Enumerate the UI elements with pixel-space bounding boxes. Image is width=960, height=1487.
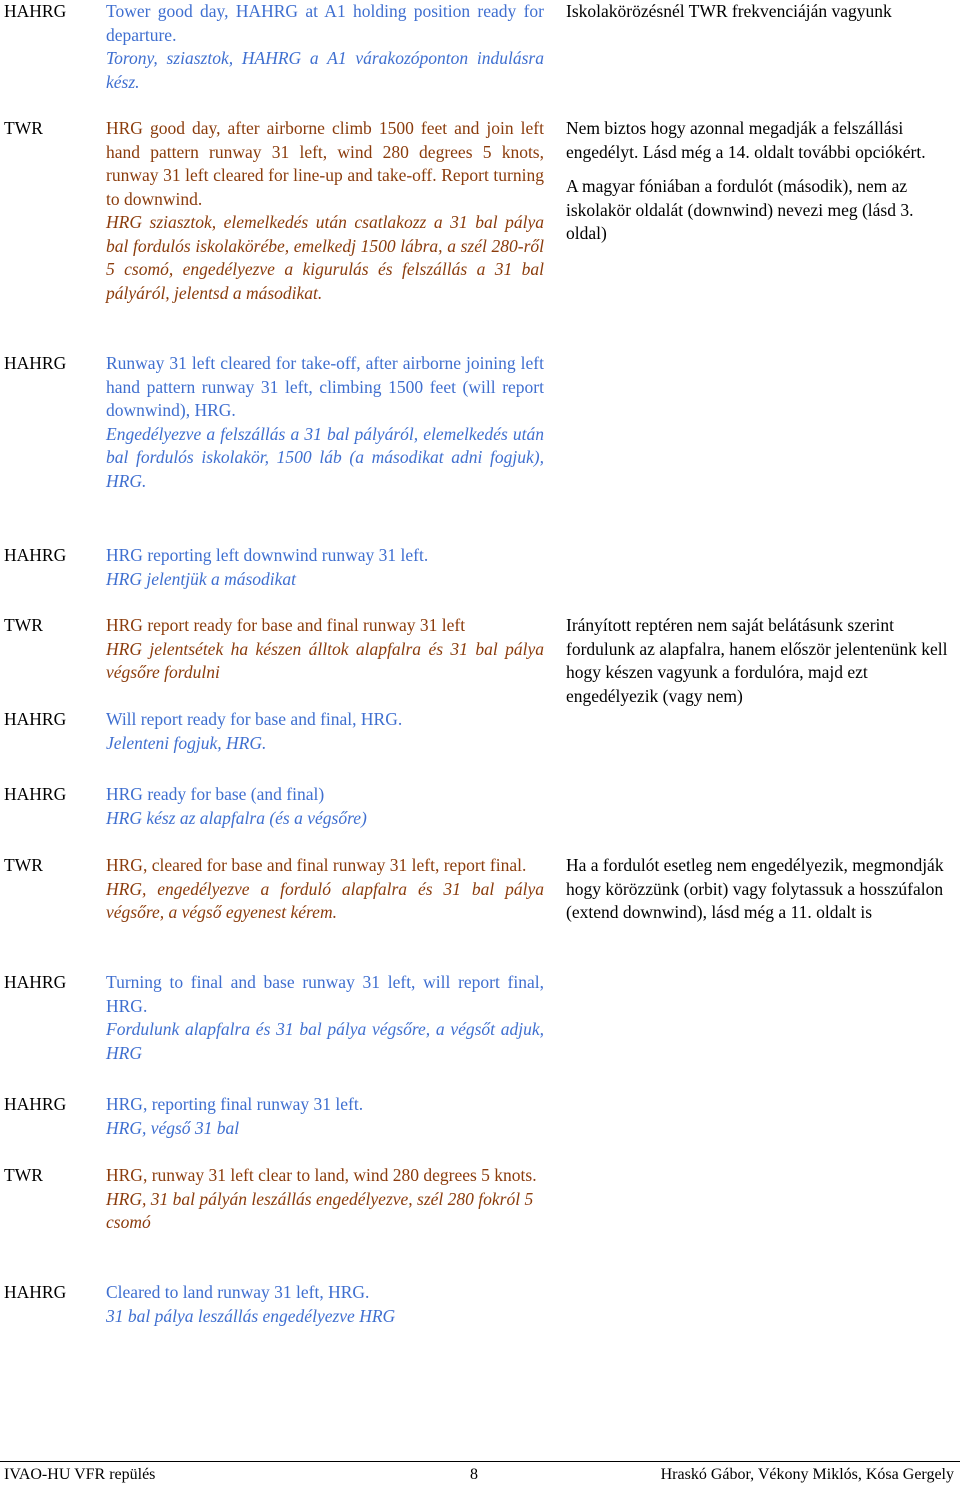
- message: [106, 614, 544, 685]
- message-english: Runway 31 left cleared for take-off, after airborne joining left hand pattern runway 31 left, climbing 1500 feet (will report downwind), HRG.: [106, 353, 544, 420]
- message-english: HRG, reporting final runway 31 left.: [106, 1094, 364, 1114]
- message-english: HRG ready for base (and final): [106, 784, 325, 804]
- message-hungarian: Jelenteni fogjuk, HRG.: [106, 732, 267, 753]
- message-english: HRG, cleared for base and final runway 31 left, report final.: [106, 855, 527, 875]
- message: [106, 1164, 544, 1235]
- message-hungarian: Torony, sziasztok, HAHRG a A1 várakozóponton indulásra kész.: [106, 48, 544, 92]
- message: [106, 854, 544, 925]
- message-english: Turning to final and base runway 31 left, will report final, HRG.: [106, 972, 544, 1016]
- message-hungarian: HRG jelentjük a másodikat: [106, 568, 297, 589]
- message-hungarian: HRG, engedélyezve a forduló alapfalra és 31 bal pálya végsőre, a végső egyenest kérem.: [106, 878, 544, 922]
- speaker-label: HAHRG: [4, 353, 67, 373]
- footer-title: IVAO-HU VFR repülés: [4, 1466, 156, 1483]
- message: [106, 117, 544, 305]
- message-english: HRG, runway 31 left clear to land, wind 280 degrees 5 knots.: [106, 1165, 537, 1185]
- speaker-label: TWR: [4, 615, 43, 635]
- message: [106, 971, 544, 1065]
- speaker-label: TWR: [4, 855, 43, 875]
- message-hungarian: HRG, 31 bal pályán leszállás engedélyezve, szél 280 fokról 5 csomó: [106, 1188, 534, 1232]
- speaker-label: TWR: [4, 118, 43, 138]
- message: [106, 1281, 544, 1328]
- message-english: HRG good day, after airborne climb 1500 feet and join left hand pattern runway 31 left, wind 280 degrees 5 knots, runway 31 left cleared for line-up and take-off. Report turning to downwind.: [106, 118, 544, 209]
- speaker-label: HAHRG: [4, 1094, 67, 1114]
- message: [106, 0, 544, 94]
- message: [106, 1093, 544, 1140]
- message-english: Tower good day, HAHRG at A1 holding position ready for departure.: [106, 1, 544, 45]
- message-english: HRG report ready for base and final runway 31 left: [106, 615, 466, 635]
- speaker-label: HAHRG: [4, 1282, 67, 1302]
- speaker-label: HAHRG: [4, 545, 67, 565]
- side-note: [566, 0, 956, 24]
- side-note: [566, 854, 956, 925]
- note-paragraph: Nem biztos hogy azonnal megadják a felszállási engedélyt. Lásd még a 14. oldalt további opciókért.: [566, 118, 926, 162]
- speaker-label: HAHRG: [4, 1, 67, 21]
- note-paragraph: Irányított reptéren nem saját belátásunk szerint fordulunk az alapfalra, hanem először jelentenünk kell hogy készen vagyunk a fordulóra, majd ezt engedélyezik (vagy nem): [566, 615, 948, 706]
- message-hungarian: HRG kész az alapfalra (és a végsőre): [106, 807, 367, 828]
- message: [106, 783, 544, 830]
- message-english: Will report ready for base and final, HRG.: [106, 709, 403, 729]
- page-number: 8: [470, 1466, 478, 1483]
- message-hungarian: 31 bal pálya leszállás engedélyezve HRG: [106, 1305, 396, 1326]
- message-hungarian: Engedélyezve a felszállás a 31 bal pályáról, elemelkedés után bal fordulós iskolakör, 1500 láb (a másodikat adni fogjuk), HRG.: [106, 423, 544, 491]
- side-note: [566, 117, 956, 246]
- speaker-label: TWR: [4, 1165, 43, 1185]
- note-paragraph: Ha a fordulót esetleg nem engedélyezik, megmondják hogy körözzünk (orbit) vagy folytassuk a hosszúfalon (extend downwind), lásd még a 11. oldalt is: [566, 855, 944, 922]
- message-hungarian: HRG, végső 31 bal: [106, 1117, 240, 1138]
- message-hungarian: HRG jelentsétek ha készen álltok alapfalra és 31 bal pálya végsőre fordulni: [106, 638, 544, 682]
- message-english: HRG reporting left downwind runway 31 left.: [106, 545, 429, 565]
- footer-authors: Hraskó Gábor, Vékony Miklós, Kósa Gergely: [660, 1466, 954, 1483]
- note-paragraph: Iskolakörözésnél TWR frekvenciáján vagyunk: [566, 1, 892, 21]
- speaker-label: HAHRG: [4, 784, 67, 804]
- message-english: Cleared to land runway 31 left, HRG.: [106, 1282, 370, 1302]
- side-note: [566, 614, 956, 708]
- note-paragraph: A magyar fóniában a fordulót (második), nem az iskolakör oldalát (downwind) nevezi meg (lásd 3. oldal): [566, 176, 914, 243]
- message-hungarian: HRG sziasztok, elemelkedés után csatlakozz a 31 bal pálya bal fordulós iskolakörébe, emelkedj 1500 lábra, a szél 280-ről 5 csomó, engedélyezve a kigurulás és felszállás a 31 bal pályáról, jelentsd a másodikat.: [106, 212, 544, 303]
- speaker-label: HAHRG: [4, 709, 67, 729]
- footer-divider: [0, 1461, 960, 1462]
- message: [106, 352, 544, 493]
- message-hungarian: Fordulunk alapfalra és 31 bal pálya végsőre, a végsőt adjuk, HRG: [106, 1019, 544, 1063]
- speaker-label: HAHRG: [4, 972, 67, 992]
- message: [106, 708, 544, 755]
- message: [106, 544, 544, 591]
